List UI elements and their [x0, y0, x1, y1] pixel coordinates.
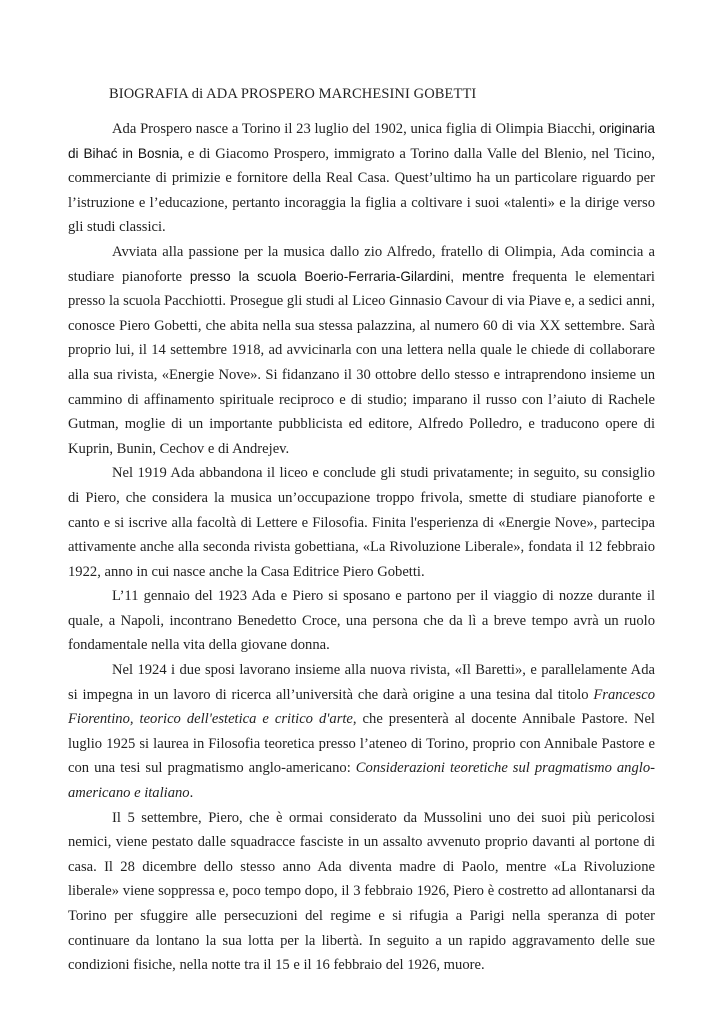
document-title: BIOGRAFIA di ADA PROSPERO MARCHESINI GOBETTI [109, 86, 477, 102]
paragraph-text: , e di Giacomo Prospero, immigrato a Torino dalla Valle del Blenio, nel Ticino, commerciante di primizie e fornitore della Real Casa. Quest’ultimo ha un particolare riguardo per l’istruzione e l’educazione, pertanto incoraggia la figlia a coltivare i suoi «talenti» e la dirige verso gli studi classici. [68, 145, 656, 236]
paragraph [68, 658, 655, 806]
highlighted-text: originaria di Bihać in Bosnia [68, 121, 655, 161]
paragraph [68, 117, 655, 240]
paragraph-text: , che presenterà al docente Annibale Pastore. Nel luglio 1925 si laurea in Filosofia teoretica presso l’ateneo di Torino, proprio con Annibale Pastore e con una tesi sul pragmatismo anglo-americano: [68, 711, 655, 777]
paragraph-text: . [189, 785, 194, 802]
paragraph: Nel 1919 Ada abbandona il liceo e conclude gli studi privatamente; in seguito, su consiglio di Piero, che considera la musica un’occupazione troppo frivola, smette di studiare pianoforte e canto e si iscrive alla facoltà di Lettere e Filosofia. Finita l'esperienza di «Energie Nove», partecipa attivamente anche alla seconda rivista gobettiana, «La Rivoluzione Liberale», fondata il 12 febbraio 1922, anno in cui nasce anche la Casa Editrice Piero Gobetti. [68, 465, 655, 580]
paragraph-text: Nel 1924 i due sposi lavorano insieme alla nuova rivista, «Il Baretti», e parallelamente Ada si impegna in un lavoro di ricerca all’università che darà origine a una tesina dal titolo [68, 662, 655, 703]
paragraph: Il 5 settembre, Piero, che è ormai considerato da Mussolini uno dei suoi più pericolosi nemici, viene pestato dalle squadracce fasciste in un assalto avvenuto proprio davanti al portone di casa. Il 28 dicembre dello stesso anno Ada diventa madre di Paolo, mentre «La Rivoluzione liberale» viene soppressa e, poco tempo dopo, il 3 febbraio 1926, Piero è costretto ad allontanarsi da Torino per sfuggire alle persecuzioni del regime e si rifugia a Parigi nella speranza di poter continuare da lontano la sua lotta per la libertà. In seguito a un rapido aggravamento delle sue condizioni fisiche, nella notte tra il 15 e il 16 febbraio del 1926, muore. [68, 809, 655, 974]
thesis-title: Francesco Fiorentino, teorico dell'estetica e critico d'arte [68, 686, 655, 728]
paragraph: L’11 gennaio del 1923 Ada e Piero si sposano e partono per il viaggio di nozze durante il quale, a Napoli, incontrano Benedetto Croce, una persona che da lì a breve tempo avrà un ruolo fondamentale nella vita della giovane donna. [68, 588, 655, 654]
highlighted-text: presso la scuola Boerio-Ferraria-Gilardini, mentre [189, 268, 505, 284]
paragraph-text: Avviata alla passione per la musica dallo zio Alfredo, fratello di Olimpia, Ada comincia a studiare pianoforte [68, 243, 655, 285]
thesis-title: Considerazioni teoretiche sul pragmatismo anglo-americano e italiano [68, 760, 655, 802]
paragraph-text: Ada Prospero nasce a Torino il 23 luglio del 1902, unica figlia di Olimpia Biacchi, [112, 121, 600, 137]
document-body [68, 117, 655, 978]
paragraph [68, 240, 655, 461]
paragraph-text: frequenta le elementari presso la scuola Pacchiotti. Prosegue gli studi al Liceo Ginnasio Cavour di via Piave e, a sedici anni, conosce Piero Gobetti, che abita nella sua stessa palazzina, al numero 60 di via XX settembre. Sarà proprio lui, il 14 settembre 1918, ad avvicinarla con una lettera nella quale le chiede di collaborare alla sua rivista, «Energie Nove». Si fidanzano il 30 ottobre dello stesso e intraprendono insieme un cammino di affinamento spirituale reciproco e di studio; imparano il russo con l’aiuto di Rachele Gutman, moglie di un importante pubblicista ed editore, Alfredo Polledro, e traducono opere di Kuprin, Bunin, Cechov e di Andrejev. [68, 268, 655, 457]
